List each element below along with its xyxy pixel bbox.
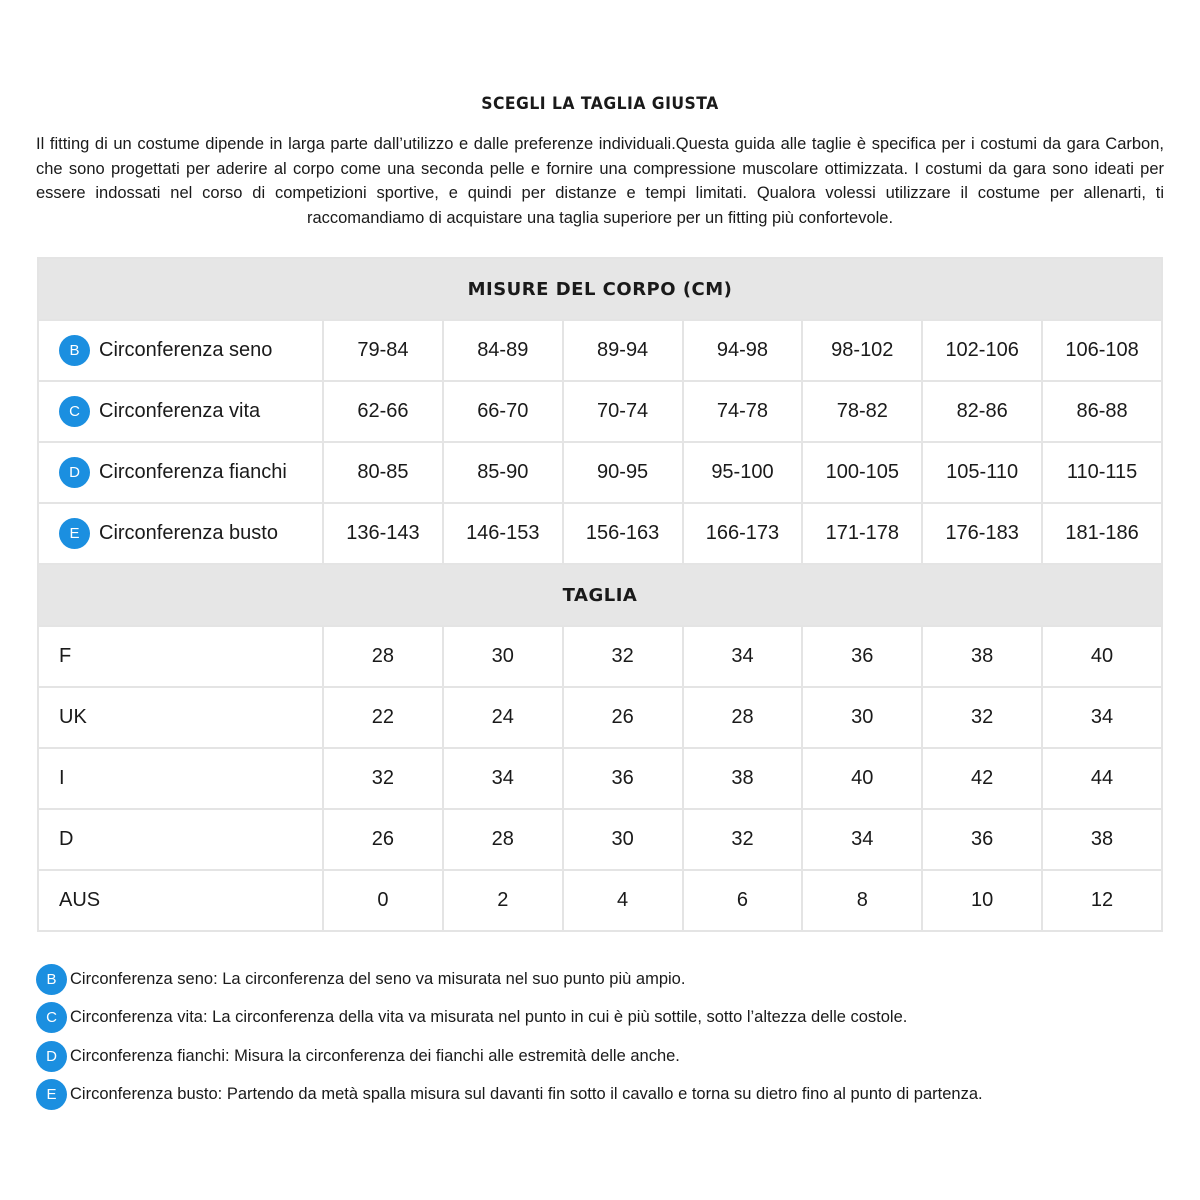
intro-paragraph: Il fitting di un costume dipende in larga parte dall’utilizzo e dalle preferenze individuali.Questa guida alle taglie è specifica per i costumi da gara Carbon, che sono progettati per aderire al corpo come una seconda pelle e fornire una compressione muscolare ottimizzata. I costumi da gara sono ideati per essere indossati nel corso di competizioni sportive, e quindi per distanze e tempi limitati. Qualora volessi utilizzare il costume per allenarti, ti raccomandiamo di acquistare una taglia superiore per un fitting più confortevole. <box>36 135 1164 227</box>
row-label-text: AUS <box>59 889 101 911</box>
table-cell: 28 <box>443 809 563 870</box>
note-badge-b: B <box>36 964 67 995</box>
table-cell: 30 <box>802 687 922 748</box>
note-text: Circonferenza fianchi: Misura la circonferenza dei fianchi alle estremità delle anche. <box>70 1046 680 1065</box>
note-text: Circonferenza seno: La circonferenza del seno va misurata nel suo punto più ampio. <box>70 969 686 988</box>
row-label-cell <box>38 809 323 870</box>
measurements-header-row <box>38 258 1162 320</box>
table-cell: 78-82 <box>802 381 922 442</box>
measure-badge-b: B <box>59 335 90 366</box>
row-label <box>59 706 87 729</box>
row-label-text: Circonferenza vita <box>99 400 261 422</box>
row-label <box>59 518 278 549</box>
table-cell: 70-74 <box>563 381 683 442</box>
table-row <box>38 870 1162 931</box>
table-cell: 32 <box>922 687 1042 748</box>
note-item <box>36 1002 1164 1034</box>
table-cell: 28 <box>323 626 443 687</box>
table-cell: 171-178 <box>802 503 922 564</box>
table-cell: 34 <box>683 626 803 687</box>
measure-badge-d: D <box>59 457 90 488</box>
table-cell: 36 <box>563 748 683 809</box>
row-label-text: F <box>59 645 72 667</box>
table-cell: 34 <box>1042 687 1162 748</box>
table-cell: 12 <box>1042 870 1162 931</box>
table-cell: 26 <box>323 809 443 870</box>
table-cell: 79-84 <box>323 320 443 381</box>
table-cell: 32 <box>563 626 683 687</box>
table-cell: 89-94 <box>563 320 683 381</box>
note-badge-c: C <box>36 1002 67 1033</box>
table-cell: 34 <box>443 748 563 809</box>
table-cell: 28 <box>683 687 803 748</box>
sizes-header-row <box>38 564 1162 626</box>
measurement-notes <box>36 963 1164 1117</box>
table-cell: 106-108 <box>1042 320 1162 381</box>
table-cell: 10 <box>922 870 1042 931</box>
table-cell: 42 <box>922 748 1042 809</box>
table-row <box>38 809 1162 870</box>
row-label <box>59 767 65 790</box>
table-cell: 86-88 <box>1042 381 1162 442</box>
table-cell: 40 <box>802 748 922 809</box>
row-label-text: D <box>59 828 74 850</box>
table-row <box>38 381 1162 442</box>
table-row <box>38 320 1162 381</box>
table-cell: 44 <box>1042 748 1162 809</box>
table-row <box>38 626 1162 687</box>
table-cell: 32 <box>323 748 443 809</box>
table-cell: 38 <box>922 626 1042 687</box>
table-row <box>38 748 1162 809</box>
table-cell: 38 <box>1042 809 1162 870</box>
measurements-header: MISURE DEL CORPO (CM) <box>38 258 1162 320</box>
row-label-cell <box>38 870 323 931</box>
table-cell: 22 <box>323 687 443 748</box>
table-cell: 30 <box>443 626 563 687</box>
table-cell: 36 <box>802 626 922 687</box>
note-text: Circonferenza busto: Partendo da metà spalla misura sul davanti fin sotto il cavallo e torna su dietro fino al punto di partenza. <box>70 1085 983 1103</box>
row-label <box>59 396 260 427</box>
table-cell: 40 <box>1042 626 1162 687</box>
note-item <box>36 1040 1164 1072</box>
sizes-header: TAGLIA <box>38 564 1162 626</box>
row-label-text: I <box>59 767 65 789</box>
row-label-cell <box>38 442 323 503</box>
note-badge-e: E <box>36 1079 67 1110</box>
row-label-text: Circonferenza busto <box>99 522 278 544</box>
row-label-cell <box>38 320 323 381</box>
table-cell: 34 <box>802 809 922 870</box>
row-label-cell <box>38 503 323 564</box>
note-item <box>36 1079 1164 1111</box>
table-cell: 94-98 <box>683 320 803 381</box>
note-text: Circonferenza vita: La circonferenza della vita va misurata nel punto in cui è più sottile, sotto l’altezza delle costole. <box>70 1008 908 1026</box>
table-cell: 30 <box>563 809 683 870</box>
table-cell: 38 <box>683 748 803 809</box>
table-cell: 102-106 <box>922 320 1042 381</box>
row-label <box>59 645 71 668</box>
table-cell: 100-105 <box>802 442 922 503</box>
row-label-text: Circonferenza fianchi <box>99 461 287 483</box>
table-cell: 62-66 <box>323 381 443 442</box>
table-cell: 36 <box>922 809 1042 870</box>
row-label-cell <box>38 687 323 748</box>
row-label-cell <box>38 748 323 809</box>
table-cell: 80-85 <box>323 442 443 503</box>
table-cell: 146-153 <box>443 503 563 564</box>
note-badge-d: D <box>36 1041 67 1072</box>
table-cell: 176-183 <box>922 503 1042 564</box>
table-cell: 66-70 <box>443 381 563 442</box>
row-label <box>59 335 272 366</box>
table-cell: 166-173 <box>683 503 803 564</box>
table-cell: 74-78 <box>683 381 803 442</box>
row-label-text: Circonferenza seno <box>99 339 273 361</box>
table-cell: 2 <box>443 870 563 931</box>
table-cell: 24 <box>443 687 563 748</box>
table-cell: 4 <box>563 870 683 931</box>
table-cell: 105-110 <box>922 442 1042 503</box>
table-cell: 0 <box>323 870 443 931</box>
page-title: SCEGLI LA TAGLIA GIUSTA <box>481 94 719 114</box>
row-label-text: UK <box>59 706 87 728</box>
table-cell: 32 <box>683 809 803 870</box>
row-label <box>59 889 100 912</box>
table-row <box>38 503 1162 564</box>
row-label <box>59 828 73 851</box>
table-cell: 82-86 <box>922 381 1042 442</box>
size-table <box>37 257 1163 932</box>
table-cell: 84-89 <box>443 320 563 381</box>
measure-badge-c: C <box>59 396 90 427</box>
table-cell: 85-90 <box>443 442 563 503</box>
table-cell: 156-163 <box>563 503 683 564</box>
row-label-cell <box>38 626 323 687</box>
table-cell: 110-115 <box>1042 442 1162 503</box>
row-label-cell <box>38 381 323 442</box>
table-cell: 90-95 <box>563 442 683 503</box>
table-cell: 95-100 <box>683 442 803 503</box>
table-row <box>38 687 1162 748</box>
row-label <box>59 457 287 488</box>
measure-badge-e: E <box>59 518 90 549</box>
table-cell: 26 <box>563 687 683 748</box>
table-cell: 6 <box>683 870 803 931</box>
table-cell: 181-186 <box>1042 503 1162 564</box>
note-item <box>36 963 1164 995</box>
table-cell: 98-102 <box>802 320 922 381</box>
table-row <box>38 442 1162 503</box>
table-cell: 136-143 <box>323 503 443 564</box>
table-cell: 8 <box>802 870 922 931</box>
